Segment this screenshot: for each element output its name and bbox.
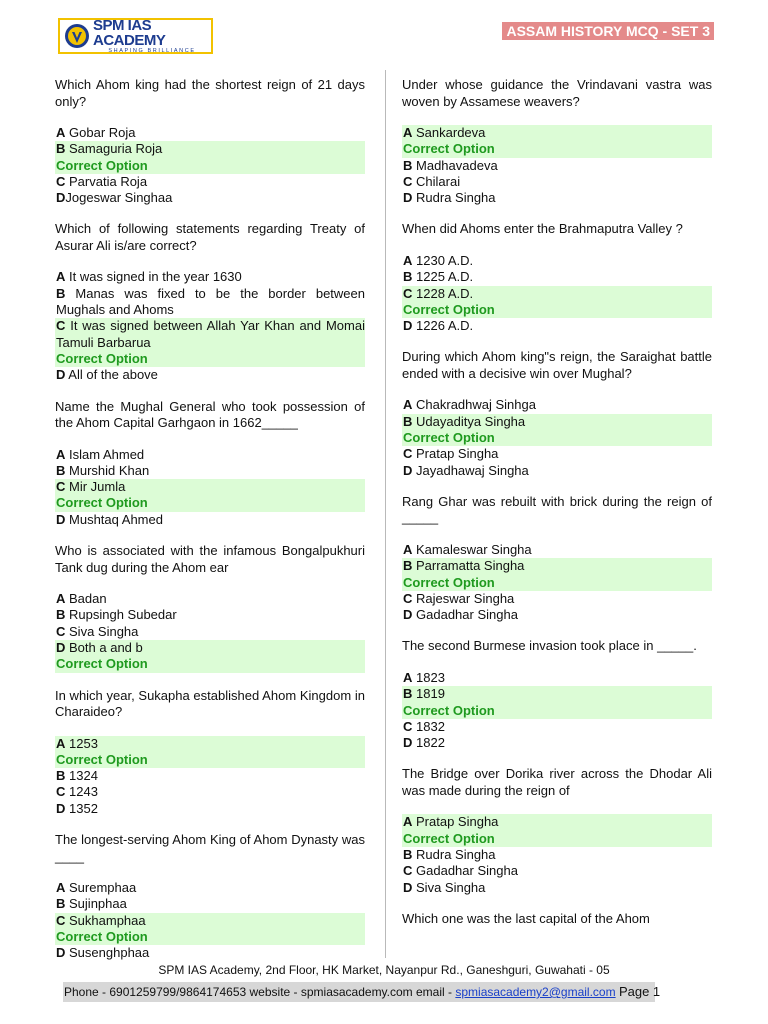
option-text: 1822 <box>416 735 445 751</box>
correct-option-label: Correct Option <box>403 702 495 718</box>
answer-option <box>402 414 712 447</box>
option-text: Badan <box>69 591 107 607</box>
option-letter: A <box>403 814 413 830</box>
set-title: ASSAM HISTORY MCQ - SET 3 <box>502 22 714 40</box>
logo-name: SPM IAS ACADEMY <box>93 16 166 49</box>
correct-option-label: Correct Option <box>56 495 148 511</box>
option-letter: C <box>403 285 413 301</box>
option-letter: A <box>56 269 66 285</box>
option-text: Susenghphaa <box>69 945 150 961</box>
answer-option <box>402 670 712 686</box>
page-number: Page 1 <box>618 984 661 999</box>
option-text: Samaguria Roja <box>69 141 163 157</box>
option-text: Sukhamphaa <box>69 912 146 928</box>
option-text: Sankardeva <box>416 125 486 140</box>
option-text: Siva Singha <box>416 879 486 895</box>
answer-option <box>55 624 365 640</box>
answer-option <box>402 719 712 735</box>
answer-option <box>402 591 712 607</box>
option-text: Pratap Singha <box>416 446 499 462</box>
answer-option <box>55 269 365 285</box>
answer-option <box>55 367 365 383</box>
option-text: Udayaditya Singha <box>416 413 526 429</box>
option-letter: D <box>403 735 413 751</box>
option-letter: B <box>403 157 413 173</box>
option-letter: A <box>56 735 66 751</box>
question-text: Who is associated with the infamous Bongalpukhuri Tank dug during the Ahom ear <box>55 543 365 575</box>
option-text: Rajeswar Singha <box>416 590 515 606</box>
question-text: Name the Mughal General who took possession of the Ahom Capital Garhgaon in 1662_____ <box>55 398 365 431</box>
answer-option <box>402 686 712 719</box>
correct-option-label: Correct Option <box>56 656 148 672</box>
answer-option <box>402 286 712 319</box>
option-text: 1243 <box>69 784 98 800</box>
option-letter: C <box>56 784 66 800</box>
answer-option <box>55 463 365 479</box>
option-letter: A <box>403 397 413 413</box>
option-letter: C <box>56 912 66 928</box>
option-text: Mir Jumla <box>69 479 126 495</box>
option-letter: B <box>403 847 413 863</box>
question-text: When did Ahoms enter the Brahmaputra Valley ? <box>402 221 683 237</box>
option-letter: C <box>403 863 413 879</box>
option-letter: D <box>56 511 66 527</box>
option-letter: C <box>403 718 413 734</box>
option-text: Suremphaa <box>69 880 137 896</box>
answer-option <box>402 253 712 269</box>
option-letter: B <box>403 686 413 702</box>
answer-option <box>402 558 712 591</box>
question-text: The second Burmese invasion took place in _____. <box>402 638 697 654</box>
option-text: 1225 A.D. <box>416 269 474 285</box>
option-letter: D <box>56 945 66 961</box>
column-divider <box>385 70 386 958</box>
option-text: Gadadhar Singha <box>416 863 518 879</box>
option-letter: A <box>56 125 66 140</box>
option-text: 1253 <box>69 735 98 751</box>
answer-option <box>402 542 712 558</box>
option-letter: A <box>403 125 413 140</box>
answer-option <box>402 125 712 158</box>
option-text: Sujinphaa <box>69 896 127 912</box>
academy-emblem-icon <box>64 23 90 49</box>
correct-option-label: Correct Option <box>403 141 495 157</box>
question-block <box>55 832 365 961</box>
question-block <box>402 911 712 928</box>
option-letter: B <box>403 269 413 285</box>
option-text: Parvatia Roja <box>69 173 148 189</box>
option-letter: C <box>56 479 66 495</box>
correct-option-label: Correct Option <box>56 928 148 944</box>
option-text: It was signed between Allah Yar Khan and Momai Tamuli Barbarua <box>56 318 365 350</box>
option-text: Mushtaq Ahmed <box>69 511 163 527</box>
question-text: Rang Ghar was rebuilt with brick during the reign of _____ <box>402 493 712 526</box>
option-text: Siva Singha <box>69 623 139 639</box>
answer-option <box>402 158 712 174</box>
option-letter: B <box>56 768 66 784</box>
option-letter: D <box>403 462 413 478</box>
answer-option <box>55 896 365 912</box>
answer-option <box>55 736 365 769</box>
option-text: 1226 A.D. <box>416 318 474 334</box>
question-text: The longest-serving Ahom King of Ahom Dynasty was ____ <box>55 832 365 864</box>
option-text: Chakradhwaj Sinhga <box>416 397 536 413</box>
option-text: Madhavadeva <box>416 157 498 173</box>
answer-option <box>402 607 712 623</box>
option-letter: C <box>403 590 413 606</box>
option-letter: B <box>56 462 66 478</box>
option-text: Murshid Khan <box>69 462 150 478</box>
option-text: Jogeswar Singhaa <box>65 190 173 206</box>
answer-option <box>55 447 365 463</box>
option-letter: B <box>56 141 66 157</box>
option-letter: C <box>56 173 66 189</box>
correct-option-label: Correct Option <box>403 830 495 846</box>
answer-option <box>402 880 712 896</box>
answer-option <box>55 607 365 623</box>
footer-address: SPM IAS Academy, 2nd Floor, HK Market, Nayanpur Rd., Ganeshguri, Guwahati - 05 <box>158 963 610 977</box>
question-text: Which Ahom king had the shortest reign of 21 days only? <box>55 77 365 109</box>
correct-option-label: Correct Option <box>403 574 495 590</box>
question-block <box>402 766 712 895</box>
option-letter: B <box>56 607 66 623</box>
option-text: Jayadhawaj Singha <box>416 462 529 478</box>
option-letter: D <box>56 639 66 655</box>
option-text: Kamaleswar Singha <box>416 541 532 557</box>
correct-option-label: Correct Option <box>56 751 148 767</box>
answer-option <box>55 125 365 141</box>
footer-email-link[interactable]: spmiasacademy2@gmail.com <box>455 985 616 999</box>
answer-option <box>402 397 712 413</box>
option-text: Rudra Singha <box>416 847 496 863</box>
option-text: Both a and b <box>69 639 143 655</box>
option-text: It was signed in the year 1630 <box>69 269 242 285</box>
answer-option <box>402 863 712 879</box>
footer-contact <box>64 984 660 999</box>
answer-option <box>55 640 365 673</box>
right-column <box>402 77 712 942</box>
option-text: Manas was fixed to be the border between Mughals and Ahoms <box>56 285 365 318</box>
question-block <box>55 221 365 383</box>
option-letter: A <box>56 880 66 896</box>
answer-option <box>402 735 712 751</box>
answer-option <box>55 174 365 190</box>
answer-option <box>55 768 365 784</box>
question-block <box>55 77 365 206</box>
option-letter: D <box>403 607 413 623</box>
answer-option <box>402 463 712 479</box>
answer-option <box>55 945 365 961</box>
option-letter: C <box>403 446 413 462</box>
answer-option <box>402 174 712 190</box>
answer-option <box>55 479 365 512</box>
option-letter: A <box>56 591 66 607</box>
option-text: Gobar Roja <box>69 125 136 140</box>
option-text: Parramatta Singha <box>416 558 525 574</box>
answer-option <box>55 190 365 206</box>
option-text: 1324 <box>69 768 98 784</box>
option-letter: B <box>403 413 413 429</box>
correct-option-label: Correct Option <box>403 430 495 446</box>
option-letter: A <box>403 669 413 685</box>
answer-option <box>55 286 365 319</box>
answer-option <box>55 512 365 528</box>
question-block <box>402 221 712 334</box>
left-column <box>55 77 365 977</box>
option-text: All of the above <box>68 367 158 383</box>
option-letter: C <box>56 318 66 334</box>
option-letter: D <box>56 190 66 206</box>
question-text: During which Ahom king"s reign, the Saraighat battle ended with a decisive win over Mughal? <box>402 349 712 381</box>
question-text: Under whose guidance the Vrindavani vastra was woven by Assamese weavers? <box>402 77 712 109</box>
option-letter: D <box>56 800 66 816</box>
question-block <box>402 494 712 623</box>
question-text: In which year, Sukapha established Ahom Kingdom in Charaideo? <box>55 687 365 720</box>
option-text: Rupsingh Subedar <box>69 607 177 623</box>
option-text: Rudra Singha <box>416 190 496 206</box>
option-text: Gadadhar Singha <box>416 607 518 623</box>
question-text: Which of following statements regarding Treaty of Asurar Ali is/are correct? <box>55 221 365 253</box>
option-letter: A <box>403 252 413 268</box>
question-text: The Bridge over Dorika river across the Dhodar Ali was made during the reign of <box>402 766 712 798</box>
option-text: 1352 <box>69 800 98 816</box>
answer-option <box>55 591 365 607</box>
answer-option <box>402 847 712 863</box>
answer-option <box>402 269 712 285</box>
question-block <box>55 399 365 528</box>
correct-option-label: Correct Option <box>56 157 148 173</box>
answer-option <box>55 141 365 174</box>
logo-tagline: SHAPING BRILLIANCE <box>108 47 196 54</box>
option-letter: D <box>56 367 66 383</box>
option-letter: B <box>56 896 66 912</box>
footer-contact-text: Phone - 6901259799/9864174653 website - spmiasacademy.com email - <box>64 985 456 999</box>
option-text: 1230 A.D. <box>416 252 474 268</box>
answer-option <box>55 801 365 817</box>
option-text: Chilarai <box>416 173 461 189</box>
option-letter: D <box>403 190 413 206</box>
answer-option <box>402 318 712 334</box>
option-text: Islam Ahmed <box>69 446 145 462</box>
answer-option <box>402 814 712 847</box>
answer-option <box>402 446 712 462</box>
question-block <box>55 543 365 672</box>
answer-option <box>55 318 365 367</box>
option-text: Pratap Singha <box>416 814 499 830</box>
option-text: 1228 A.D. <box>416 285 474 301</box>
correct-option-label: Correct Option <box>56 350 148 366</box>
option-text: 1819 <box>416 686 445 702</box>
question-block <box>402 349 712 478</box>
option-text: 1832 <box>416 718 445 734</box>
question-block <box>55 688 365 817</box>
correct-option-label: Correct Option <box>403 301 495 317</box>
option-letter: B <box>403 558 413 574</box>
option-letter: A <box>56 446 66 462</box>
option-letter: B <box>56 285 66 301</box>
option-letter: C <box>56 623 66 639</box>
option-letter: D <box>403 879 413 895</box>
option-letter: D <box>403 318 413 334</box>
answer-option <box>55 880 365 896</box>
option-text: 1823 <box>416 669 445 685</box>
option-letter: A <box>403 541 413 557</box>
answer-option <box>55 913 365 946</box>
answer-option <box>402 190 712 206</box>
option-letter: C <box>403 173 413 189</box>
question-block <box>402 638 712 751</box>
question-text: Which one was the last capital of the Ahom <box>402 910 650 926</box>
question-block <box>402 77 712 206</box>
answer-option <box>55 784 365 800</box>
academy-logo <box>58 18 213 54</box>
